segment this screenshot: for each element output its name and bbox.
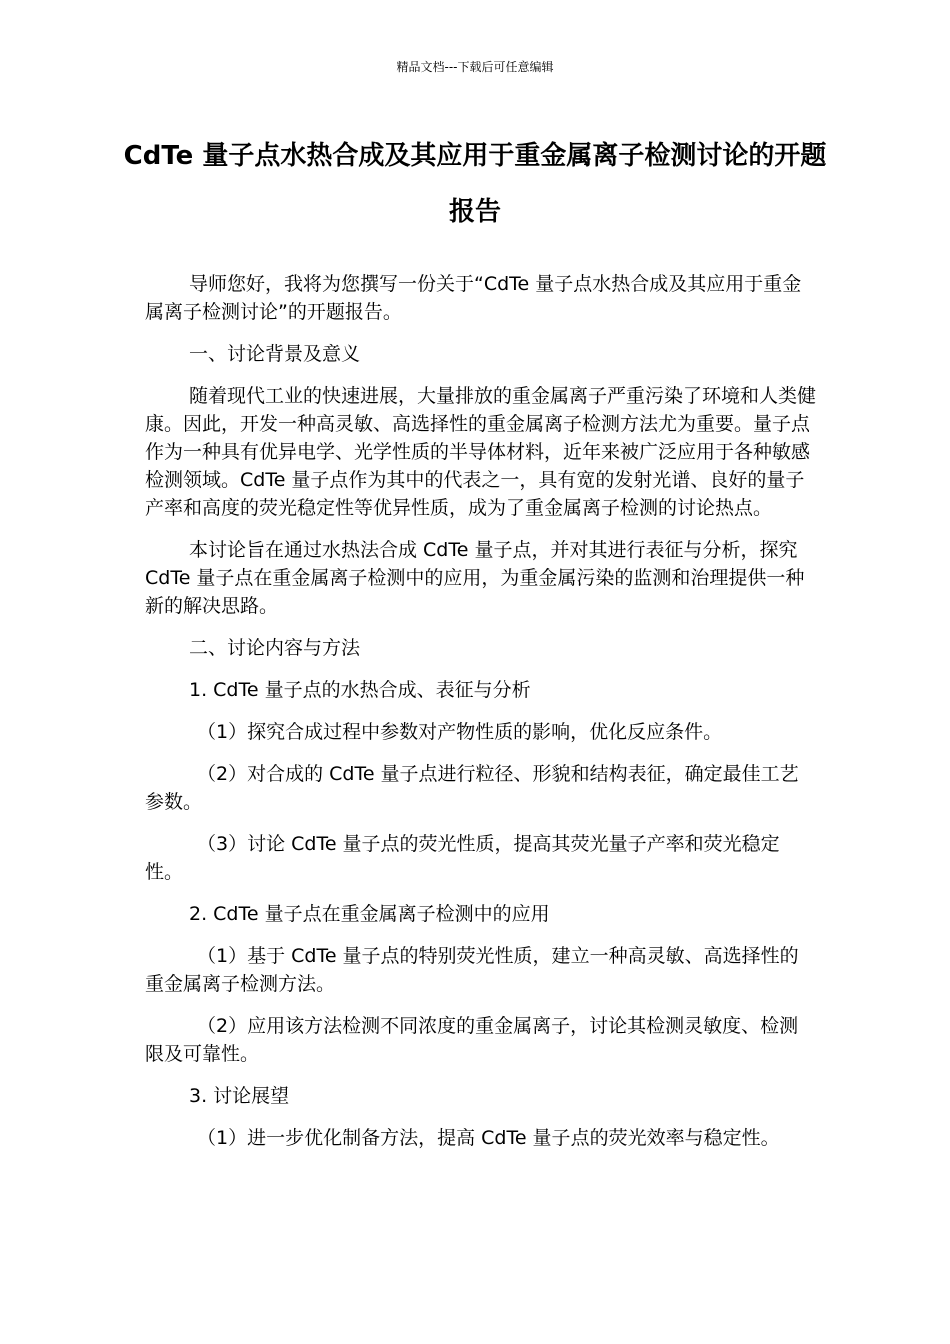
list-item-synthesis-2: （2）对合成的 CdTe 量子点进行粒径、形貌和结构表征，确定最佳工艺参数。 (145, 763, 799, 813)
list-item-outlook-1: （1）进一步优化制备方法，提高 CdTe 量子点的荧光效率与稳定性。 (197, 1127, 780, 1149)
paragraph-background: 随着现代工业的快速进展，大量排放的重金属离子严重污染了环境和人类健康。因此，开发一种高灵敏、高选择性的重金属离子检测方法尤为重要。量子点作为一种具有优异电学、光学性质的半导体材料，近年来被广泛应用于各种敏感检测领域。CdTe 量子点作为其中的代表之一，具有宽的发射光谱、良好的量子产率和高度的荧光稳定性等优异性质，成为了重金属离子检测的讨论热点。 (145, 385, 817, 519)
list-item-application-2: （2）应用该方法检测不同浓度的重金属离子，讨论其检测灵敏度、检测限及可靠性。 (145, 1015, 799, 1065)
section-heading-content: 二、讨论内容与方法 (189, 637, 361, 659)
list-item-synthesis-1: （1）探究合成过程中参数对产物性质的影响，优化反应条件。 (197, 721, 723, 743)
subsection-heading-outlook: 3. 讨论展望 (189, 1085, 290, 1107)
list-item-synthesis-3: （3）讨论 CdTe 量子点的荧光性质，提高其荧光量子产率和荧光稳定性。 (145, 833, 780, 883)
subsection-heading-synthesis: 1. CdTe 量子点的水热合成、表征与分析 (189, 679, 531, 701)
document-body (145, 270, 817, 1166)
paragraph-purpose: 本讨论旨在通过水热法合成 CdTe 量子点，并对其进行表征与分析，探究 CdTe 量子点在重金属离子检测中的应用，为重金属污染的监测和治理提供一种新的解决思路。 (145, 539, 805, 617)
paragraph-intro: 导师您好，我将为您撰写一份关于“CdTe 量子点水热合成及其应用于重金属离子检测讨论”的开题报告。 (145, 273, 802, 323)
subsection-heading-application: 2. CdTe 量子点在重金属离子检测中的应用 (189, 903, 550, 925)
section-heading-background: 一、讨论背景及意义 (189, 343, 361, 365)
header-note: 精品文档---下载后可任意编辑 (396, 60, 554, 74)
document-title: CdTe 量子点水热合成及其应用于重金属离子检测讨论的开题报告 (123, 141, 827, 227)
list-item-application-1: （1）基于 CdTe 量子点的特别荧光性质，建立一种高灵敏、高选择性的重金属离子检测方法。 (145, 945, 799, 995)
